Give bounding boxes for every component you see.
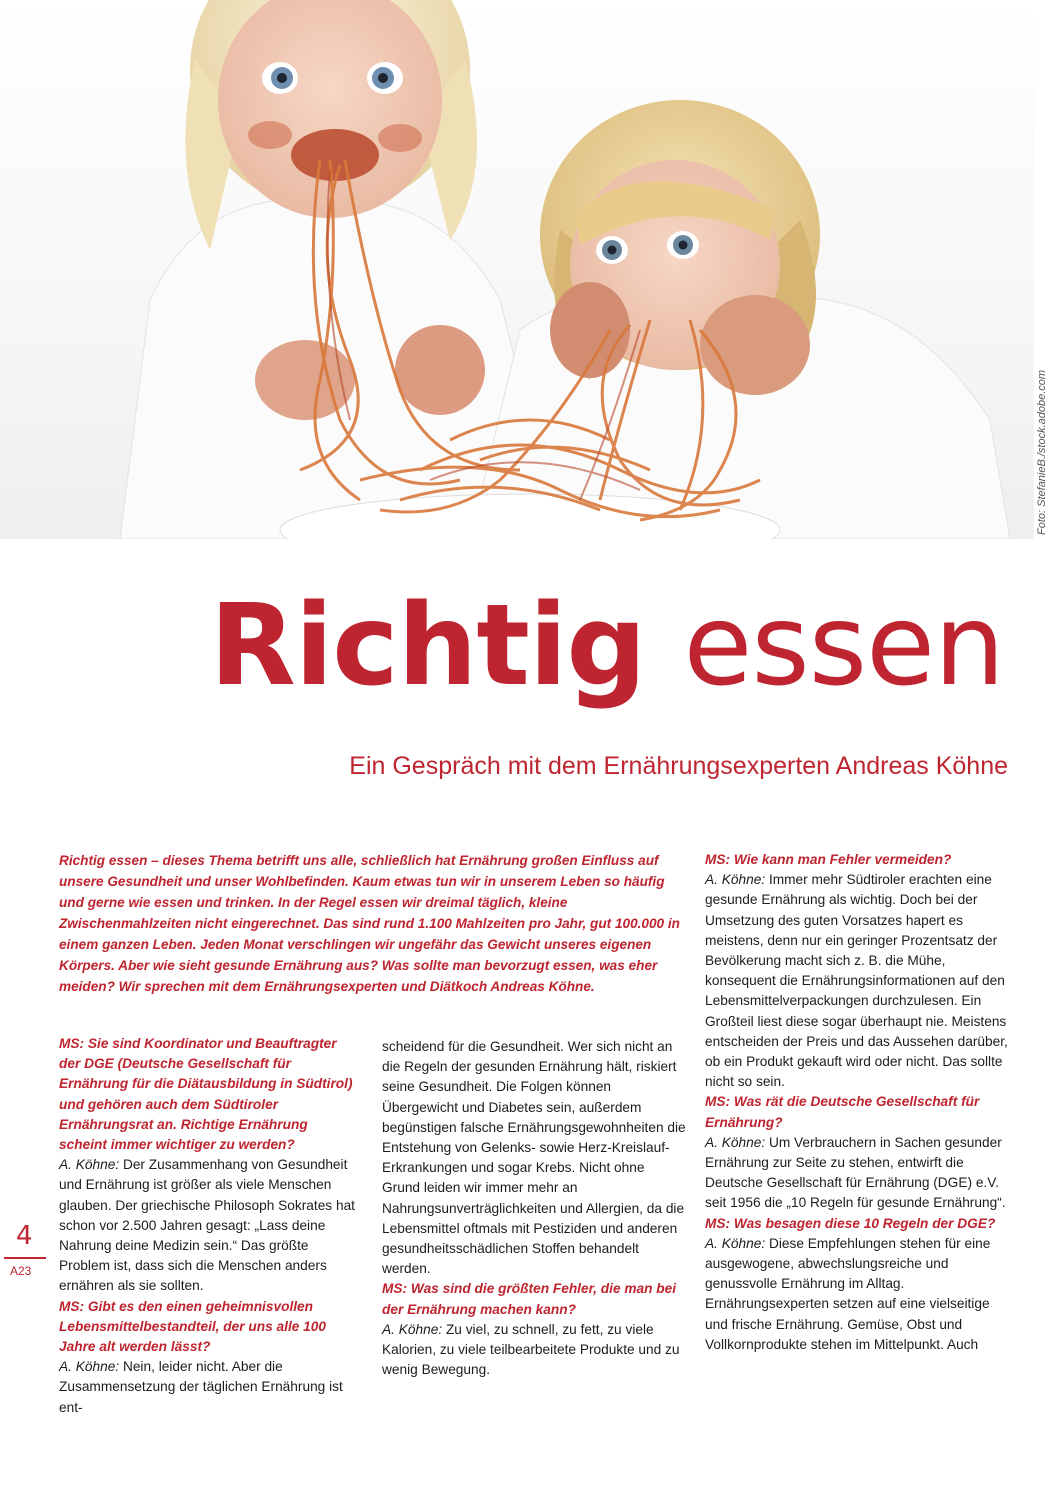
title-bold-word: Richtig — [209, 581, 646, 711]
answer — [705, 870, 1009, 1092]
column-1 — [59, 1034, 357, 1418]
article-subtitle: Ein Gespräch mit dem Ernährungsexperten Andreas Köhne — [349, 752, 1008, 780]
answer-text: Diese Empfehlungen stehen für eine ausgewogene, abwechslungsreiche und genussvolle Ernährung im Alltag. Ernährungsexperten setzen auf eine vielseitige und frische Ernährung. Gemüse, Obst und Vollkornprodukte stehen im Mittelpunkt. Auch — [705, 1235, 991, 1352]
spaghetti-children-illustration — [0, 0, 1034, 539]
photo-credit: Foto: StefanieB./stock.adobe.com — [1036, 369, 1048, 535]
question: MS: Was rät die Deutsche Gesellschaft für Ernährung? — [705, 1094, 980, 1130]
answer-text: Zu viel, zu schnell, zu fett, zu viele Kalorien, zu viele teilbearbeitete Produkte und zu wenig Bewegung. — [382, 1321, 680, 1378]
question: MS: Sie sind Koordinator und Beauftragter der DGE (Deutsche Gesellschaft für Ernährung für die Diätausbildung in Südtirol) und gehören auch dem Südtiroler Ernährungsrat an. Richtige Ernährung scheint immer wichtiger zu werden? — [59, 1036, 353, 1153]
article-title — [209, 581, 1004, 711]
answer-text: Nein, leider nicht. Aber die Zusammensetzung der täglichen Ernährung ist ent- — [59, 1359, 343, 1415]
speaker-label: A. Köhne: — [59, 1359, 120, 1375]
title-light-word: essen — [683, 581, 1004, 711]
speaker-label: A. Köhne: — [705, 1134, 766, 1150]
answer — [59, 1357, 357, 1418]
answer — [59, 1155, 357, 1296]
hero-photo — [0, 0, 1034, 539]
question: MS: Was sind die größten Fehler, die man bei der Ernährung machen kann? — [382, 1281, 677, 1317]
answer-text: Der Zusammenhang von Gesundheit und Ernährung ist größer als viele Menschen glauben. Der griechische Philosoph Sokrates hat schon vor 2.500 Jahren gesagt: „Lass deine Nahrung deine Medizin sein.“ Das größte Problem ist, dass sich die Menschen anders ernähren als sie sollten. — [59, 1157, 355, 1294]
answer — [705, 1234, 1009, 1355]
page-number: 4 — [16, 1221, 33, 1251]
answer — [705, 1133, 1009, 1214]
answer-text: Immer mehr Südtiroler erachten eine gesunde Ernährung als wichtig. Doch bei der Umsetzung des guten Vorsatzes hapert es meistens, denn nur ein geringer Prozentsatz der Bevölkerung macht sich z. B. die Mühe, konsequent die Ernährungsinformationen auf den Lebensmittelverpackungen durchzulesen. Ein Großteil liest diese sogar überhaupt nie. Meistens entscheiden der Preis und das Aussehen darüber, ob ein Produkt gekauft wird oder nicht. Das sollte nicht so sein. — [705, 872, 1008, 1090]
column-2 — [382, 1037, 686, 1380]
speaker-label: A. Köhne: — [705, 872, 766, 888]
answer — [382, 1320, 686, 1381]
question: MS: Gibt es den einen geheimnisvollen Lebensmittelbestandteil, der uns alle 100 Jahre alt werden lässt? — [59, 1298, 326, 1355]
issue-label: A23 — [10, 1264, 32, 1278]
speaker-label: A. Köhne: — [705, 1235, 766, 1251]
answer-text: Um Verbrauchern in Sachen gesunder Ernährung zur Seite zu stehen, entwirft die Deutsche Gesellschaft für Ernährung (DGE) e.V. seit 1956 die „10 Regeln für gesunde Ernährung“. — [705, 1134, 1006, 1211]
article-intro: Richtig essen – dieses Thema betrifft uns alle, schließlich hat Ernährung großen Einfluss auf unsere Gesundheit und unser Wohlbefinden. Kaum etwas tun wir in unserem Leben so häufig und gerne wie essen und trinken. In der Regel essen wir dreimal täglich, kleine Zwischenmahlzeiten nicht eingerechnet. Das sind rund 1.100 Mahlzeiten pro Jahr, gut 100.000 in einem ganzen Leben. Jeden Monat verschlingen wir ungefähr das Gewicht unseres eigenen Körpers. Aber wie sieht gesunde Ernährung aus? Was sollte man bevorzugt essen, was eher meiden? Wir sprechen mit dem Ernährungsexperten und Diätkoch Andreas Köhne. — [59, 853, 680, 994]
question: MS: Wie kann man Fehler vermeiden? — [705, 852, 952, 867]
column-3 — [705, 850, 1009, 1355]
question: MS: Was besagen diese 10 Regeln der DGE? — [705, 1215, 996, 1231]
page-number-divider — [4, 1257, 46, 1259]
speaker-label: A. Köhne: — [382, 1321, 443, 1337]
answer-continued: scheidend für die Gesundheit. Wer sich nicht an die Regeln der gesunden Ernährung hält, riskiert seine Gesundheit. Die Folgen können Übergewicht und Diabetes sein, außerdem begünstigen falsche Ernährungsgewohnheiten die Entstehung von Gelenks- sowie Herz-Kreislauf-Erkrankungen und sogar Krebs. Nicht ohne Grund leiden wir immer mehr an Nahrungsunverträglichkeiten und Allergien, da die Lebensmittel oftmals mit Pestiziden und anderen gesundheitsschädlichen Stoffen behandelt werden. — [382, 1039, 686, 1277]
speaker-label: A. Köhne: — [59, 1157, 120, 1173]
